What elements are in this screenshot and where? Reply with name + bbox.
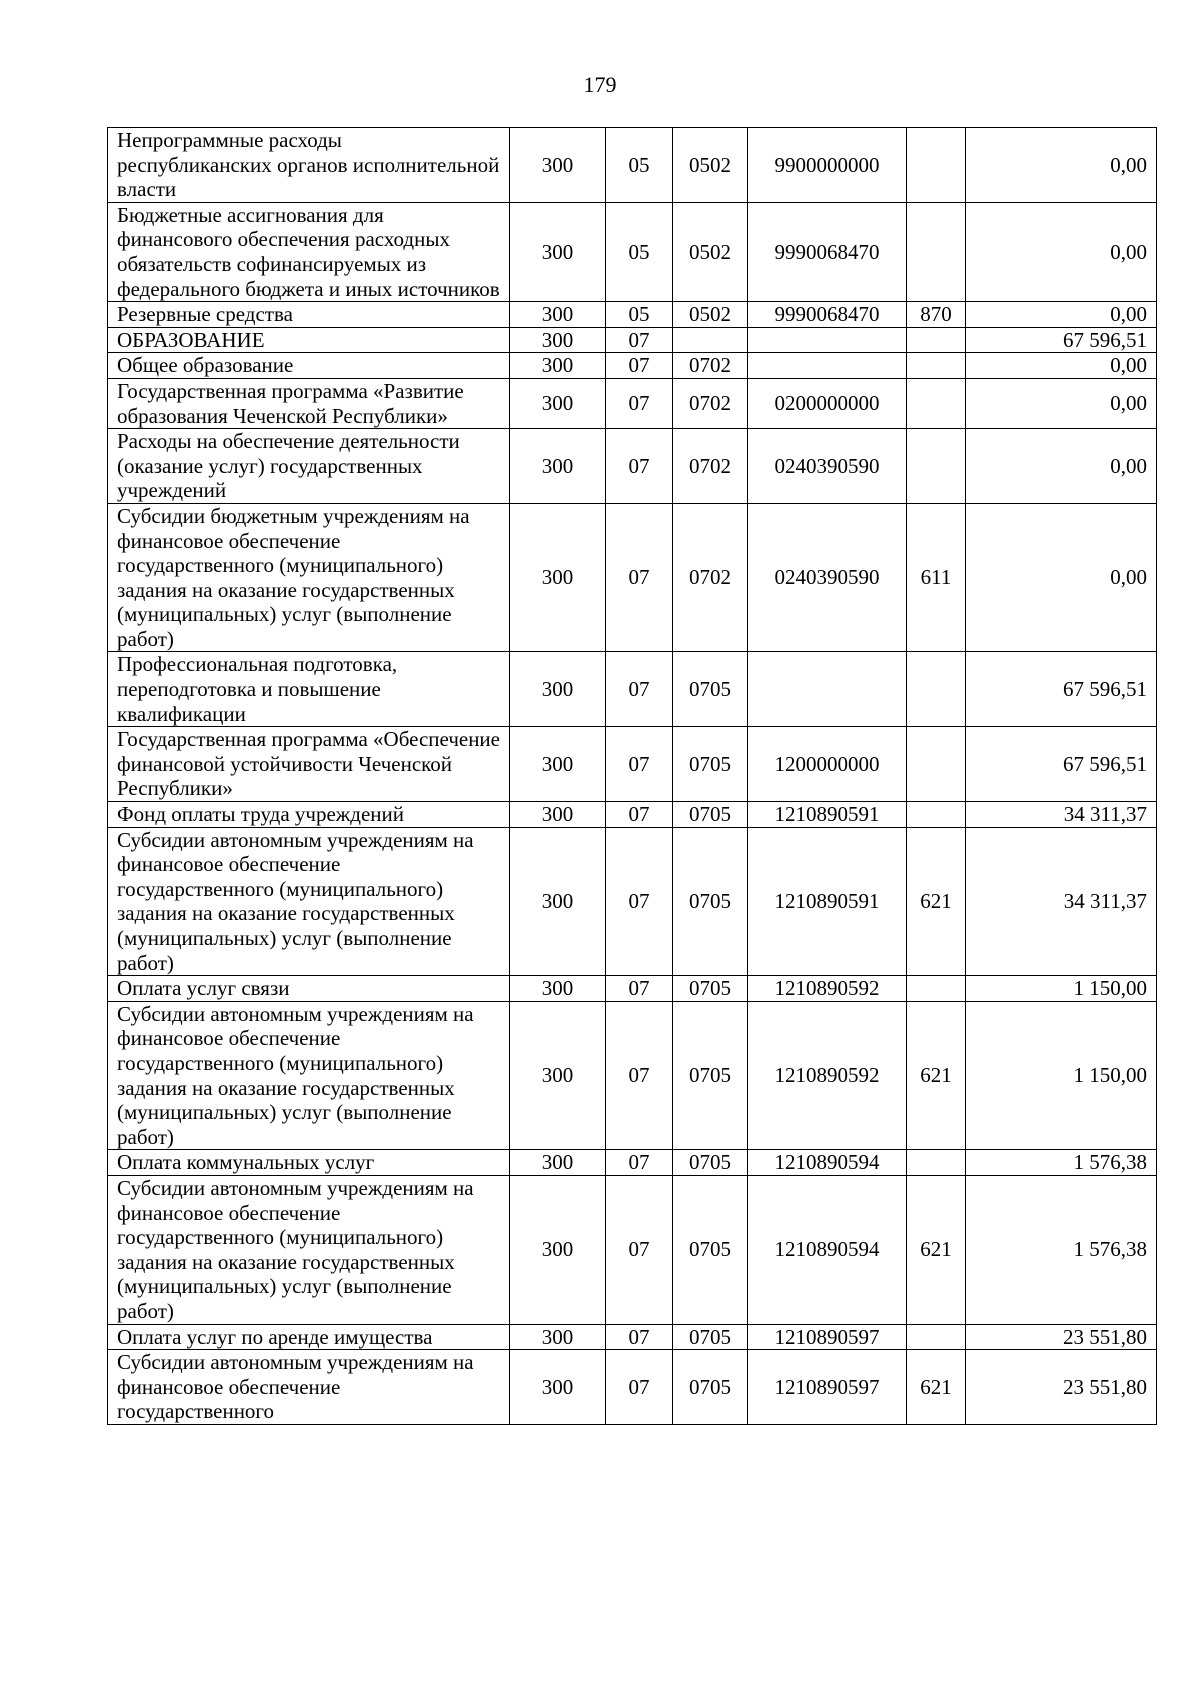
ministry-code: 300: [510, 652, 606, 727]
ministry-code: 300: [510, 1175, 606, 1324]
target-item-code: 1210890591: [748, 802, 907, 828]
subsection-code: 0502: [673, 128, 748, 203]
table-row: [108, 652, 1157, 727]
table-row: [108, 1001, 1157, 1150]
target-item-code: 1210890597: [748, 1350, 907, 1425]
target-item-code: 9900000000: [748, 128, 907, 203]
subsection-code: 0502: [673, 202, 748, 301]
amount: 0,00: [966, 429, 1157, 504]
subsection-code: 0705: [673, 1350, 748, 1425]
table-row: [108, 727, 1157, 802]
table-row: [108, 802, 1157, 828]
subsection-code: 0702: [673, 429, 748, 504]
table-row: [108, 827, 1157, 976]
amount: 23 551,80: [966, 1324, 1157, 1350]
expense-type-code: 870: [907, 302, 966, 328]
amount: 67 596,51: [966, 652, 1157, 727]
subsection-code: 0702: [673, 503, 748, 652]
expense-type-code: [907, 429, 966, 504]
amount: 67 596,51: [966, 327, 1157, 353]
expense-type-code: [907, 353, 966, 379]
table-row: [108, 128, 1157, 203]
section-code: 07: [606, 727, 673, 802]
target-item-code: [748, 652, 907, 727]
expense-type-code: [907, 327, 966, 353]
amount: 0,00: [966, 302, 1157, 328]
row-name: Расходы на обеспечение деятельности (оказание услуг) государственных учреждений: [108, 429, 510, 504]
section-code: 07: [606, 1001, 673, 1150]
row-name: Оплата услуг связи: [108, 976, 510, 1002]
expense-type-code: 621: [907, 1001, 966, 1150]
ministry-code: 300: [510, 1350, 606, 1425]
target-item-code: 1210890592: [748, 976, 907, 1002]
section-code: 07: [606, 503, 673, 652]
table-row: [108, 1175, 1157, 1324]
table-row: [108, 1324, 1157, 1350]
target-item-code: 9990068470: [748, 302, 907, 328]
amount: 1 150,00: [966, 1001, 1157, 1150]
target-item-code: [748, 327, 907, 353]
ministry-code: 300: [510, 353, 606, 379]
row-name: Резервные средства: [108, 302, 510, 328]
target-item-code: 0200000000: [748, 378, 907, 428]
amount: 0,00: [966, 503, 1157, 652]
row-name: Оплата коммунальных услуг: [108, 1150, 510, 1176]
expense-type-code: [907, 802, 966, 828]
page-number: 179: [583, 72, 617, 97]
subsection-code: 0705: [673, 827, 748, 976]
expense-type-code: 621: [907, 1175, 966, 1324]
amount: 1 576,38: [966, 1175, 1157, 1324]
target-item-code: 1210890597: [748, 1324, 907, 1350]
amount: 34 311,37: [966, 827, 1157, 976]
row-name: Субсидии автономным учреждениям на финансовое обеспечение государственного: [108, 1350, 510, 1425]
subsection-code: 0502: [673, 302, 748, 328]
table-row: [108, 503, 1157, 652]
amount: 1 150,00: [966, 976, 1157, 1002]
table-row: [108, 429, 1157, 504]
section-code: 07: [606, 1350, 673, 1425]
section-code: 07: [606, 976, 673, 1002]
row-name: ОБРАЗОВАНИЕ: [108, 327, 510, 353]
section-code: 05: [606, 302, 673, 328]
ministry-code: 300: [510, 1001, 606, 1150]
row-name: Субсидии автономным учреждениям на финансовое обеспечение государственного (муниципального) задания на оказание государственных (муниципальных) услуг (выполнение работ): [108, 1175, 510, 1324]
row-name: Непрограммные расходы республиканских органов исполнительной власти: [108, 128, 510, 203]
row-name: Государственная программа «Обеспечение финансовой устойчивости Чеченской Республики»: [108, 727, 510, 802]
target-item-code: 1210890594: [748, 1175, 907, 1324]
expense-type-code: [907, 727, 966, 802]
section-code: 07: [606, 429, 673, 504]
row-name: Субсидии бюджетным учреждениям на финансовое обеспечение государственного (муниципального) задания на оказание государственных (муниципальных) услуг (выполнение работ): [108, 503, 510, 652]
expense-type-code: 621: [907, 827, 966, 976]
ministry-code: 300: [510, 727, 606, 802]
target-item-code: 9990068470: [748, 202, 907, 301]
subsection-code: 0705: [673, 727, 748, 802]
budget-table: [107, 127, 1157, 1425]
amount: 0,00: [966, 128, 1157, 203]
expense-type-code: [907, 1324, 966, 1350]
subsection-code: [673, 327, 748, 353]
section-code: 07: [606, 1150, 673, 1176]
amount: 67 596,51: [966, 727, 1157, 802]
section-code: 07: [606, 802, 673, 828]
expense-type-code: [907, 378, 966, 428]
expense-type-code: 611: [907, 503, 966, 652]
target-item-code: [748, 353, 907, 379]
subsection-code: 0705: [673, 1150, 748, 1176]
amount: 23 551,80: [966, 1350, 1157, 1425]
expense-type-code: [907, 128, 966, 203]
section-code: 07: [606, 378, 673, 428]
expense-type-code: [907, 202, 966, 301]
section-code: 07: [606, 353, 673, 379]
subsection-code: 0705: [673, 1001, 748, 1150]
row-name: Бюджетные ассигнования для финансового обеспечения расходных обязательств софинансируемых из федерального бюджета и иных источников: [108, 202, 510, 301]
section-code: 07: [606, 827, 673, 976]
ministry-code: 300: [510, 976, 606, 1002]
table-row: [108, 353, 1157, 379]
subsection-code: 0702: [673, 378, 748, 428]
ministry-code: 300: [510, 327, 606, 353]
ministry-code: 300: [510, 827, 606, 976]
ministry-code: 300: [510, 128, 606, 203]
section-code: 05: [606, 128, 673, 203]
ministry-code: 300: [510, 429, 606, 504]
target-item-code: 0240390590: [748, 429, 907, 504]
ministry-code: 300: [510, 503, 606, 652]
table-row: [108, 976, 1157, 1002]
subsection-code: 0702: [673, 353, 748, 379]
amount: 0,00: [966, 378, 1157, 428]
subsection-code: 0705: [673, 1175, 748, 1324]
target-item-code: 1210890591: [748, 827, 907, 976]
section-code: 07: [606, 327, 673, 353]
section-code: 05: [606, 202, 673, 301]
subsection-code: 0705: [673, 652, 748, 727]
section-code: 07: [606, 1324, 673, 1350]
ministry-code: 300: [510, 1150, 606, 1176]
row-name: Государственная программа «Развитие образования Чеченской Республики»: [108, 378, 510, 428]
ministry-code: 300: [510, 802, 606, 828]
row-name: Фонд оплаты труда учреждений: [108, 802, 510, 828]
target-item-code: 1210890592: [748, 1001, 907, 1150]
target-item-code: 0240390590: [748, 503, 907, 652]
amount: 0,00: [966, 353, 1157, 379]
subsection-code: 0705: [673, 976, 748, 1002]
table-row: [108, 302, 1157, 328]
subsection-code: 0705: [673, 802, 748, 828]
table-row: [108, 327, 1157, 353]
subsection-code: 0705: [673, 1324, 748, 1350]
row-name: Общее образование: [108, 353, 510, 379]
table-row: [108, 1150, 1157, 1176]
amount: 1 576,38: [966, 1150, 1157, 1176]
table-row: [108, 378, 1157, 428]
amount: 0,00: [966, 202, 1157, 301]
ministry-code: 300: [510, 1324, 606, 1350]
row-name: Субсидии автономным учреждениям на финансовое обеспечение государственного (муниципального) задания на оказание государственных (муниципальных) услуг (выполнение работ): [108, 827, 510, 976]
expense-type-code: [907, 976, 966, 1002]
row-name: Субсидии автономным учреждениям на финансовое обеспечение государственного (муниципального) задания на оказание государственных (муниципальных) услуг (выполнение работ): [108, 1001, 510, 1150]
section-code: 07: [606, 652, 673, 727]
expense-type-code: [907, 652, 966, 727]
ministry-code: 300: [510, 202, 606, 301]
ministry-code: 300: [510, 302, 606, 328]
target-item-code: 1200000000: [748, 727, 907, 802]
table-row: [108, 202, 1157, 301]
table-row: [108, 1350, 1157, 1425]
expense-type-code: [907, 1150, 966, 1176]
row-name: Профессиональная подготовка, переподготовка и повышение квалификации: [108, 652, 510, 727]
row-name: Оплата услуг по аренде имущества: [108, 1324, 510, 1350]
expense-type-code: 621: [907, 1350, 966, 1425]
amount: 34 311,37: [966, 802, 1157, 828]
target-item-code: 1210890594: [748, 1150, 907, 1176]
ministry-code: 300: [510, 378, 606, 428]
section-code: 07: [606, 1175, 673, 1324]
